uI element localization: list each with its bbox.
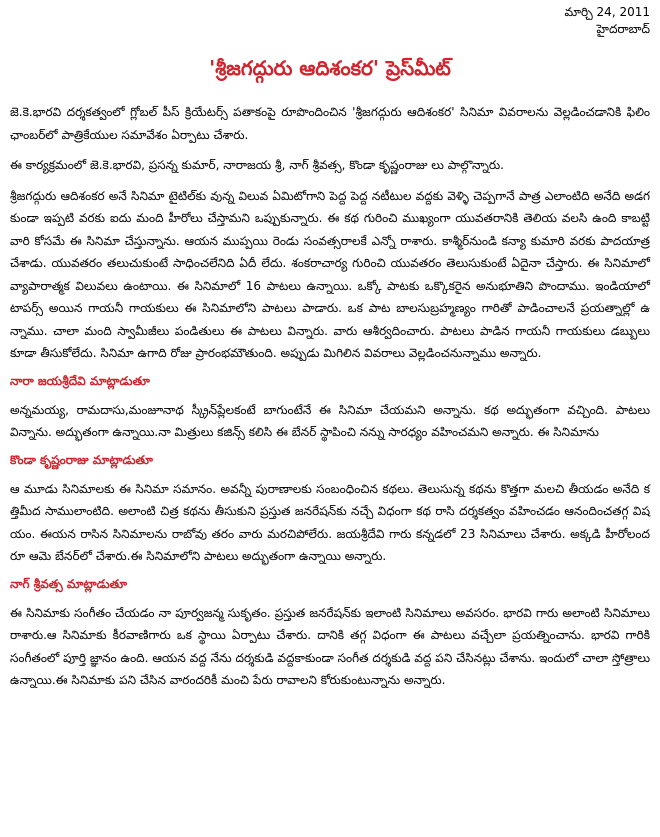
article [10, 0, 650, 700]
dateline [10, 0, 650, 38]
section-paragraph-krishnamraju: ఆ మూడు సినిమాలకు ఈ సినిమా సమానం. అవన్నీ పురాణాలకు సంబంధించిన కథలు. తెలుసున్న కథను కొత్తగా మలచి తీయడం అనేది కత్తిమీద సాములాంటిది. అలాంటి చిత్ర కథను తీసుకుని ప్రస్తుత జనరేషన్‌కు నచ్చే విధంగా కథ రాసి దర్శకత్వం వహించడం ఆనందించతగ్గ విషయం. ఈయన రాసిన సినిమాలను రాబోవు తరం వారు మరచిపోలేరు. జయశ్రీదేవి గారు కన్నడలో 23 సినిమాలు చేశారు. అక్కడి హీరోలందరూ ఆమె బేనర్‌లో చేశారు.ఈ సినిమాలోని పాటలు అద్భుతంగా ఉన్నాయి అన్నారు. [10, 481, 650, 563]
date-text: మార్చి 24, 2011 [564, 5, 650, 19]
section-paragraph-srivatsa: ఈ సినిమాకు సంగీతం చేయడం నా పూర్వజన్మ సుకృతం. ప్రస్తుత జనరేషన్‌కు ఇలాంటి సినిమాలు అవసరం. భారవి గారు అలాంటి సినిమాలు రాశారు.ఆ సినిమాకు కీరవాణిగారు ఒక స్థాయి ఏర్పాటు చేశారు. దానికి తగ్గ విధంగా ఈ పాటలు వచ్చేలా ప్రయత్నించాను. భారవి గారికి సంగీతంలో పూర్తి జ్ఞానం ఉంది. ఆయన వద్ద నేను దర్శకుడి వద్దకాకుండా సంగీత దర్శకుడి వద్ద పని చేసినట్లు చేశాను. ఇందులో చాలా స్తోత్రాలు ఉన్నాయి.ఈ సినిమాకు పని చేసిన వారందరికీ మంచి పేరు రావాలని కోరుకుంటున్నాను అన్నారు. [10, 605, 650, 687]
page-title: 'శ్రీజగద్గురు ఆదిశంకర' ప్రెస్‌మీట్ [209, 56, 451, 80]
section-heading-krishnamraju: కొండా కృష్ణంరాజు మాట్లాడుతూ [10, 452, 153, 467]
section-heading-jayasree: నారా జయశ్రీదేవి మాట్లాడుతూ [10, 373, 150, 388]
intro-paragraph-1: జె.కె.భారవి దర్శకత్వంలో గ్లోబల్ పీస్ క్రియేటర్స్ పతాకంపై రూపొందించిన 'శ్రీజగద్గురు ఆదిశంకర' సినిమా వివరాలను వెల్లడించడానికి ఫిలిం ఛాంబర్‌లో పాత్రికేయుల సమావేశం ఏర్పాటు చేశారు. [10, 105, 650, 142]
intro-paragraph-2: ఈ కార్యక్రమంలో జె.కె.భారవి, ప్రసన్న కుమార్, నారాజయ శ్రీ, నాగ్ శ్రీవత్స, కొండా కృష్ణంరాజు లు పాల్గొన్నారు. [10, 158, 504, 172]
section-paragraph-jayasree: అన్నమయ్య, రామదాసు,మంజూనాథ స్క్రీన్‌ప్లేలకంటే బాగుంటేనే ఈ సినిమా చేయమని అన్నాను. కథ అద్భుతంగా వచ్చింది. పాటలు విన్నాను. అద్భుతంగా ఉన్నాయి.నా మిత్రులు కజిన్స్ కలిసి ఈ బేనర్ స్థాపించి నన్ను సారధ్యం వహించమని అన్నారు. ఈ సినిమాను [10, 402, 650, 439]
place-text: హైదరాబాద్ [596, 22, 650, 36]
intro-paragraph-3: శ్రీజగద్గురు ఆదిశంకర అనే సినిమా టైటిల్‌కు వున్న విలువ ఏమిటోగాని పెద్ద పెద్ద నటీటుల వద్దకు వెళ్ళి చెప్పగానే పాత్ర ఎలాంటిది అనేది అడగకుండా ఇప్పటి వరకు ఐదు మంది హీరోలు చేస్తామని ఒప్పుకున్నారు. ఈ కథ గురించి ముఖ్యంగా యువతరానికి తెలియ వలసి ఉంది కాబట్టి వారి కోసమే ఈ సినిమా చేస్తున్నాను. ఆయన ముప్పయి రెండు సంవత్సరాలకే ఎన్నో రాశారు. కాశ్మీర్‌నుండి కన్యా కుమారి వరకు పాదయాత్ర చేశాడు. యువతరం తలుచుకుంటే సాధించలేనిది ఏదీ లేదు. శంకరాచార్య గురించి యువతరం తెలుసుకుంటే ఏదైనా చేస్తారు. ఈ సినిమాలో వ్యాపారాత్మక విలువలు ఉంటాయి. ఈ సినిమాలో 16 పాటలు ఉన్నాయి. ఒక్కో పాటకు ఒక్కొకరైన అనుభూతిని పొందాము. ఇండియాలో టాపర్స్ అయిన గాయనీ గాయకులు ఈ సినిమాలోని పాటలు పాడారు. ఒక పాట బాలసుబ్రహ్మణ్యం గారితో పాడించాలనే ప్రయత్నాల్లో ఉన్నాము. చాలా మంది స్వామీజీలు పండితులు ఈ పాటలు విన్నారు. వారు ఆశీర్వదించారు. పాటలు పాడిన గాయనీ గాయకులు డబ్బులు కూడా తీసుకోలేదు. సినిమా ఉగాది రోజు ప్రారంభమౌతుంది. అప్పుడు మిగిలిన వివరాలు వెల్లడించనున్నాము అన్నారు. [10, 188, 650, 360]
section-heading-srivatsa: నాగ్ శ్రీవత్స మాట్లాడుతూ [10, 576, 127, 591]
